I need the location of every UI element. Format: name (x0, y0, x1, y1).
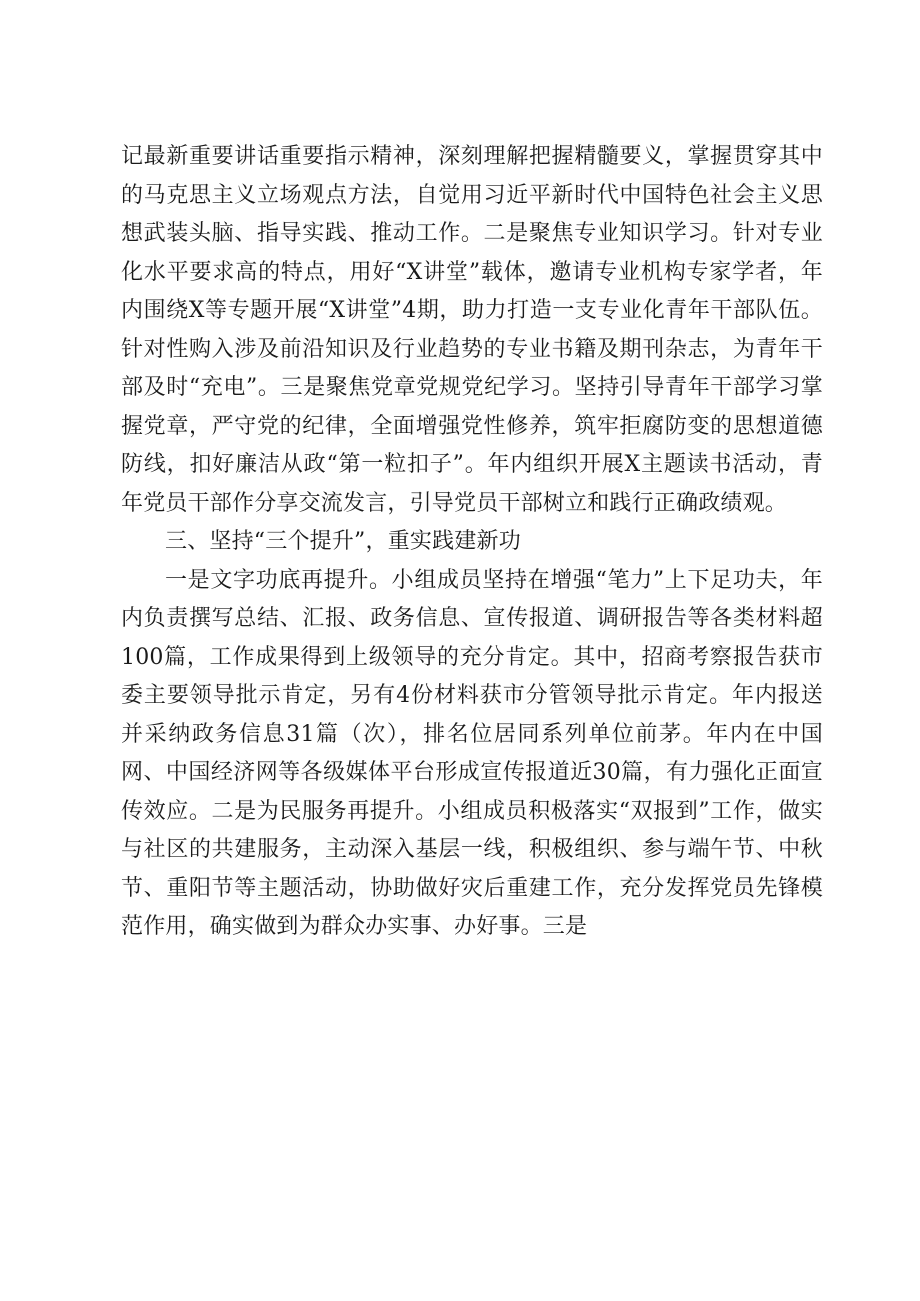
paragraph-continuation: 记最新重要讲话重要指示精神，深刻理解把握精髓要义，掌握贯穿其中的马克思主义立场观点方法，自觉用习近平新时代中国特色社会主义思想武装头脑、指导实践、推动工作。二是聚焦专业知识学习。针对专业化水平要求高的特点，用好“X讲堂”载体，邀请专业机构专家学者，年内围绕X等专题开展“X讲堂”4期，助力打造一支专业化青年干部队伍。针对性购入涉及前沿知识及行业趋势的专业书籍及期刊杂志，为青年干部及时“充电”。三是聚焦党章党规党纪学习。坚持引导青年干部学习掌握党章，严守党的纪律，全面增强党性修养，筑牢拒腐防变的思想道德防线，扣好廉洁从政“第一粒扣子”。年内组织开展X主题读书活动，青年党员干部作分享交流发言，引导党员干部树立和践行正确政绩观。 (121, 144, 823, 516)
document-body (121, 138, 823, 947)
section-heading: 三、坚持“三个提升”，重实践建新功 (165, 529, 521, 554)
paragraph-body: 一是文字功底再提升。小组成员坚持在增强“笔力”上下足功夫，年内负责撰写总结、汇报、政务信息、宣传报道、调研报告等各类材料超100篇，工作成果得到上级领导的充分肯定。其中，招商考察报告获市委主要领导批示肯定，另有4份材料获市分管领导批示肯定。年内报送并采纳政务信息31篇（次），排名位居同系列单位前茅。年内在中国网、中国经济网等各级媒体平台形成宣传报道近30篇，有力强化正面宣传效应。二是为民服务再提升。小组成员积极落实“双报到”工作，做实与社区的共建服务，主动深入基层一线，积极组织、参与端午节、中秋节、重阳节等主题活动，协助做好灾后重建工作，充分发挥党员先锋模范作用，确实做到为群众办实事、办好事。三是 (121, 567, 823, 939)
